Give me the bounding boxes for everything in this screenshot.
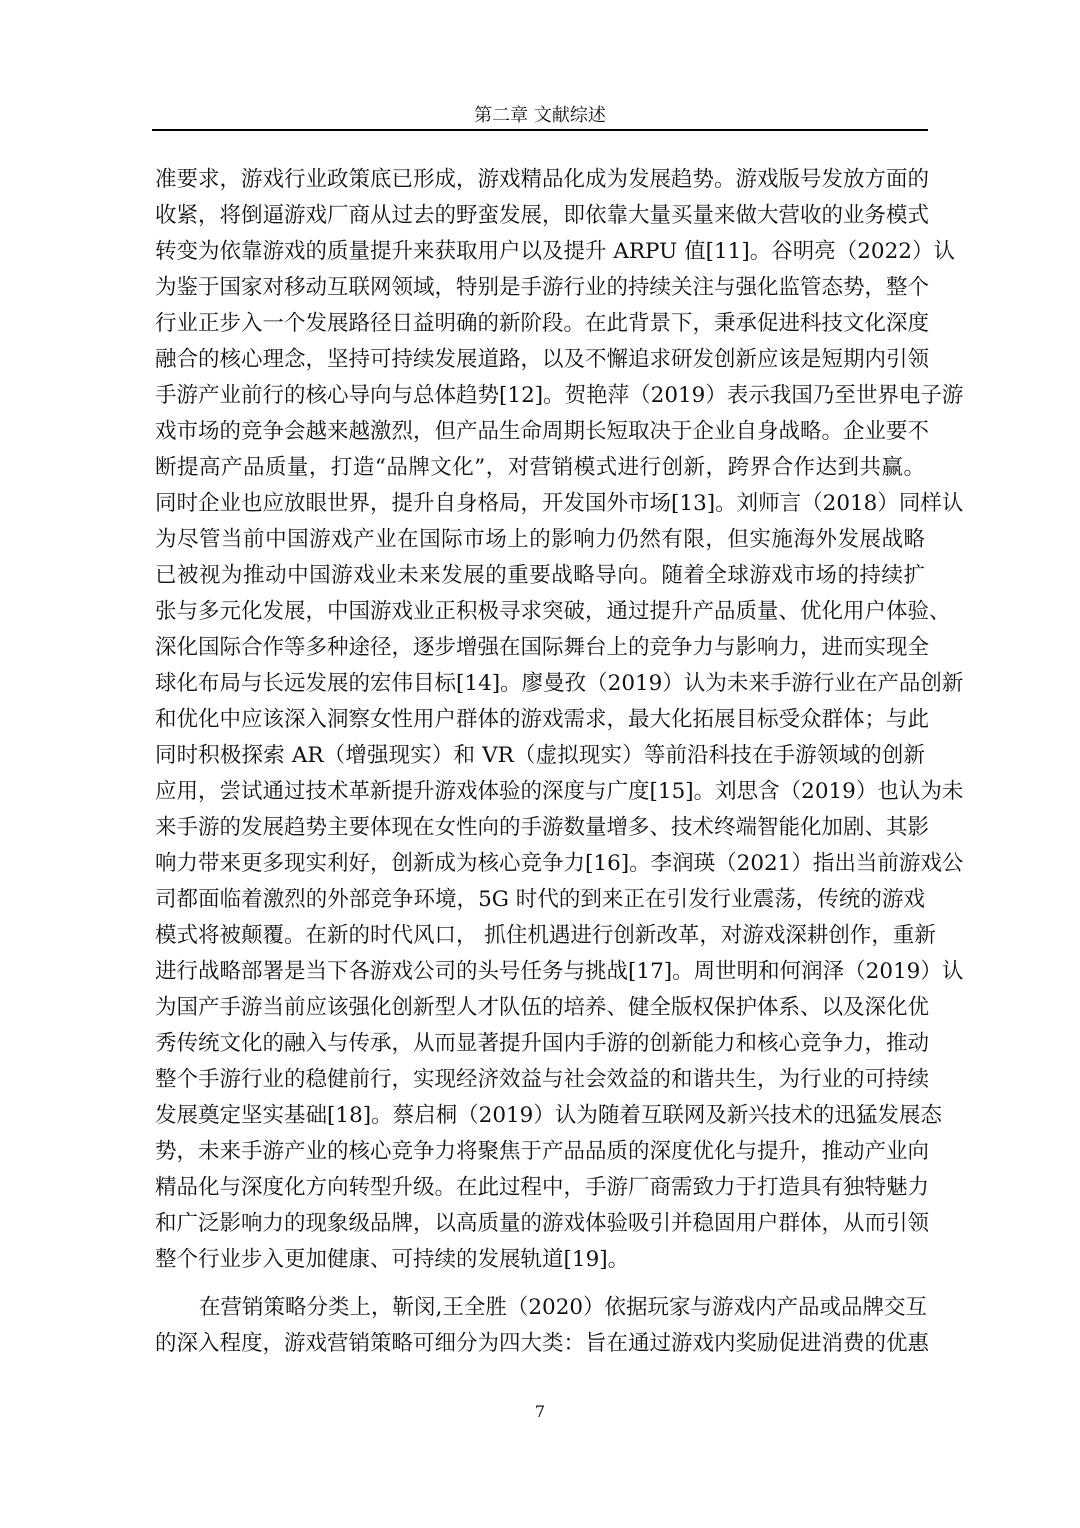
text-line: 秀传统文化的融入与传承，从而显著提升国内手游的创新能力和核心竞争力，推动	[155, 1031, 930, 1056]
text-line: 整个手游行业的稳健前行，实现经济效益与社会效益的和谐共生，为行业的可持续	[155, 1067, 930, 1092]
text-line: 转变为依靠游戏的质量提升来获取用户以及提升 ARPU 值[11]。谷明亮（2022）认	[155, 239, 955, 264]
text-line: 手游产业前行的核心导向与总体趋势[12]。贺艳萍（2019）表示我国乃至世界电子游	[155, 383, 964, 408]
text-line: 模式将被颠覆。在新的时代风口， 抓住机遇进行创新改革，对游戏深耕创作，重新	[155, 923, 936, 948]
text-line: 深化国际合作等多种途径，逐步增强在国际舞台上的竞争力与影响力，进而实现全	[155, 635, 930, 660]
body-text	[155, 162, 964, 1362]
paragraph-1	[155, 162, 964, 1278]
text-line: 为鉴于国家对移动互联网领域，特别是手游行业的持续关注与强化监管态势，整个	[155, 275, 930, 300]
text-line: 应用，尝试通过技术革新提升游戏体验的深度与广度[15]。刘思含（2019）也认为未	[155, 779, 964, 804]
text-line: 收紧，将倒逼游戏厂商从过去的野蛮发展，即依靠大量买量来做大营收的业务模式	[155, 203, 930, 228]
text-line: 和广泛影响力的现象级品牌，以高质量的游戏体验吸引并稳固用户群体，从而引领	[155, 1211, 930, 1236]
text-line: 同时积极探索 AR（增强现实）和 VR（虚拟现实）等前沿科技在手游领域的创新	[155, 743, 925, 768]
text-line: 来手游的发展趋势主要体现在女性向的手游数量增多、技术终端智能化加剧、其影	[155, 815, 930, 840]
text-line: 准要求，游戏行业政策底已形成，游戏精品化成为发展趋势。游戏版号发放方面的	[155, 167, 930, 192]
text-line: 已被视为推动中国游戏业未来发展的重要战略导向。随着全球游戏市场的持续扩	[155, 563, 925, 588]
text-line: 在营销策略分类上，靳闵,王全胜（2020）依据玩家与游戏内产品或品牌交互	[199, 1295, 928, 1320]
text-line: 行业正步入一个发展路径日益明确的新阶段。在此背景下，秉承促进科技文化深度	[155, 311, 930, 336]
text-line: 为国产手游当前应该强化创新型人才队伍的培养、健全版权保护体系、以及深化优	[155, 995, 930, 1020]
text-line: 同时企业也应放眼世界，提升自身格局，开发国外市场[13]。刘师言（2018）同样认	[155, 491, 964, 516]
running-header: 第二章 文献综述	[474, 105, 606, 126]
page-number: 7	[534, 1402, 546, 1421]
paragraph-2	[155, 1290, 930, 1362]
text-line: 响力带来更多现实利好，创新成为核心竞争力[16]。李润瑛（2021）指出当前游戏公	[155, 851, 964, 876]
text-line: 发展奠定坚实基础[18]。蔡启桐（2019）认为随着互联网及新兴技术的迅猛发展态	[155, 1103, 942, 1128]
text-line: 张与多元化发展，中国游戏业正积极寻求突破，通过提升产品质量、优化用户体验、	[155, 599, 951, 624]
text-line: 势，未来手游产业的核心竞争力将聚焦于产品品质的深度优化与提升，推动产业向	[155, 1139, 930, 1164]
paragraph-gap	[155, 1278, 925, 1290]
text-line: 融合的核心理念，坚持可持续发展道路，以及不懈追求研发创新应该是短期内引领	[155, 347, 930, 372]
text-line: 戏市场的竞争会越来越激烈，但产品生命周期长短取决于企业自身战略。企业要不	[155, 419, 930, 444]
text-line: 精品化与深度化方向转型升级。在此过程中，手游厂商需致力于打造具有独特魅力	[155, 1175, 930, 1200]
text-line: 司都面临着激烈的外部竞争环境，5G 时代的到来正在引发行业震荡，传统的游戏	[155, 887, 925, 912]
text-line: 为尽管当前中国游戏产业在国际市场上的影响力仍然有限，但实施海外发展战略	[155, 527, 925, 552]
text-line: 断提高产品质量，打造“品牌文化”，对营销模式进行创新，跨界合作达到共赢。	[155, 455, 925, 480]
text-line: 的深入程度，游戏营销策略可细分为四大类：旨在通过游戏内奖励促进消费的优惠	[155, 1331, 930, 1356]
text-line: 球化布局与长远发展的宏伟目标[14]。廖曼孜（2019）认为未来手游行业在产品创新	[155, 671, 964, 696]
text-line: 和优化中应该深入洞察女性用户群体的游戏需求，最大化拓展目标受众群体；与此	[155, 707, 930, 732]
header-rule	[152, 129, 928, 131]
text-line: 整个行业步入更加健康、可持续的发展轨道[19]。	[155, 1247, 630, 1272]
text-line: 进行战略部署是当下各游戏公司的头号任务与挑战[17]。周世明和何润泽（2019）认	[155, 959, 964, 984]
